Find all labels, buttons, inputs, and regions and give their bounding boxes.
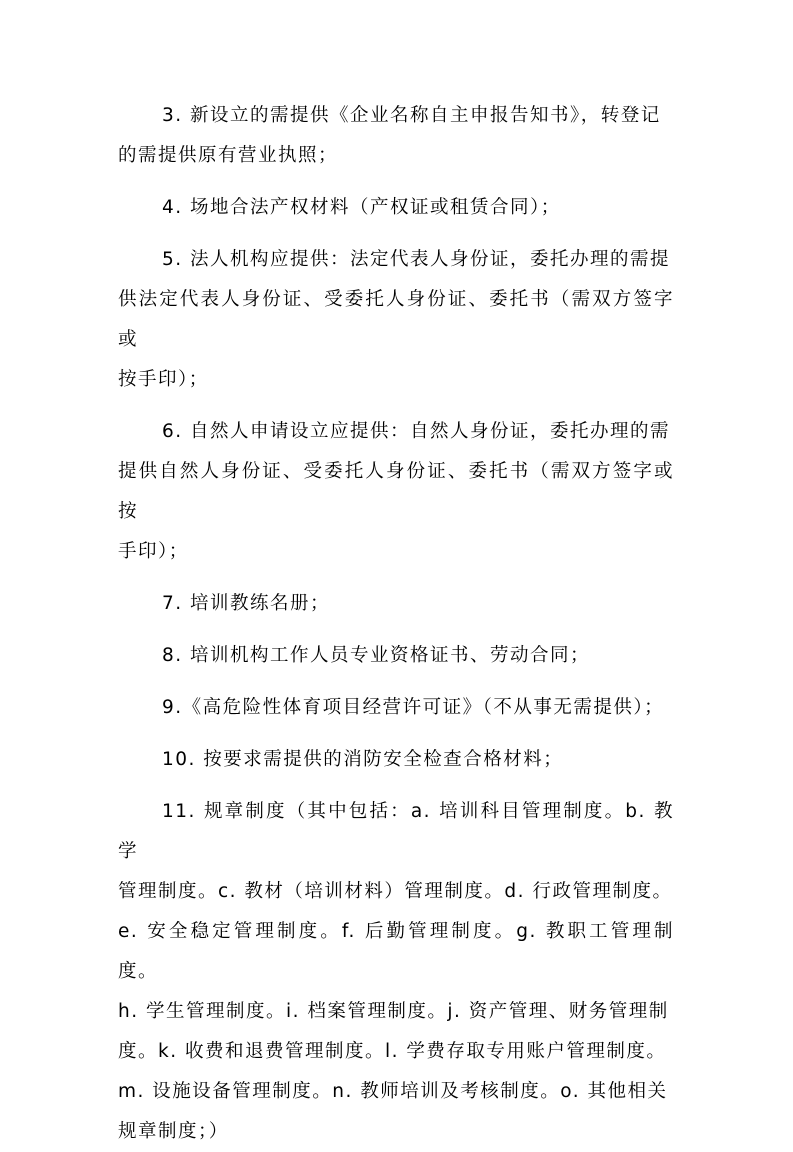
list-item-7	[118, 584, 674, 624]
text-line: 8. 培训机构工作人员专业资格证书、劳动合同；	[162, 645, 591, 666]
text-line: 7. 培训教练名册；	[162, 593, 331, 614]
text-line: 4. 场地合法产权材料（产权证或租赁合同）；	[162, 197, 561, 218]
list-item-10	[118, 740, 674, 780]
list-item-6	[118, 412, 674, 572]
text-line: 手印）；	[118, 541, 189, 562]
text-line: 提供自然人身份证、受委托人身份证、委托书（需双方签字或按	[118, 461, 674, 522]
text-line: 9.《高危险性体育项目经营许可证》（不从事无需提供）；	[162, 697, 665, 718]
list-item-3	[118, 96, 674, 176]
list-item-11	[118, 792, 674, 1152]
text-line: e. 安全稳定管理制度。f. 后勤管理制度。g. 教职工管理制度。	[118, 921, 674, 982]
text-line: 3. 新设立的需提供《企业名称自主申报告知书》，转登记	[162, 105, 661, 126]
text-line: h. 学生管理制度。i. 档案管理制度。j. 资产管理、财务管理制	[118, 1001, 669, 1022]
list-item-4	[118, 188, 674, 228]
text-line: 5. 法人机构应提供：法定代表人身份证，委托办理的需提	[162, 249, 671, 270]
text-line: 11. 规章制度（其中包括：a. 培训科目管理制度。b. 教学	[118, 801, 674, 862]
text-line: m. 设施设备管理制度。n. 教师培训及考核制度。o. 其他相关	[118, 1081, 668, 1102]
text-line: 按手印）；	[118, 369, 209, 390]
text-line: 度。k. 收费和退费管理制度。l. 学费存取专用账户管理制度。	[118, 1041, 667, 1062]
text-line: 规章制度；）	[118, 1121, 229, 1142]
text-line: 10. 按要求需提供的消防安全检查合格材料；	[162, 749, 564, 770]
text-line: 供法定代表人身份证、受委托人身份证、委托书（需双方签字或	[118, 289, 674, 350]
list-item-9	[118, 688, 674, 728]
list-item-5	[118, 240, 674, 400]
text-line: 管理制度。c. 教材（培训材料）管理制度。d. 行政管理制度。	[118, 881, 673, 902]
document-body	[118, 96, 674, 1152]
text-line: 的需提供原有营业执照；	[118, 145, 339, 166]
text-line: 6. 自然人申请设立应提供：自然人身份证，委托办理的需	[162, 421, 671, 442]
list-item-8	[118, 636, 674, 676]
